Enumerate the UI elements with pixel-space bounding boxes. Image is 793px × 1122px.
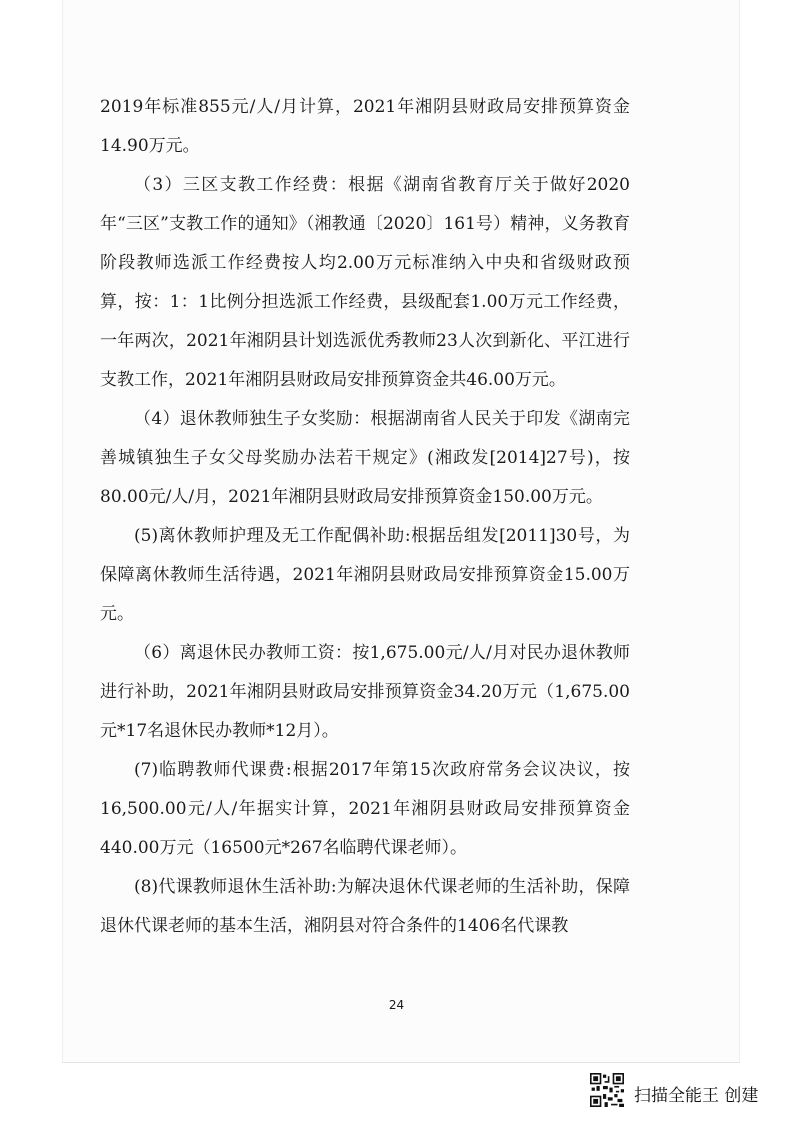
paragraph-item-3: （3）三区支教工作经费：根据《湖南省教育厅关于做好2020年“三区”支教工作的通知》（湘教通〔2020〕161号）精神，义务教育阶段教师选派工作经费按人均2.00万元标准纳入中央和省级财政预算，按：1：1比例分担选派工作经费，县级配套1.00万元工作经费，一年两次，2021年湘阴县计划选派优秀教师23人次到新化、平江进行支教工作，2021年湘阴县财政局安排预算资金共46.00万元。 bbox=[100, 175, 630, 390]
page-number: 24 bbox=[388, 998, 405, 1012]
paragraph-item-7: (7)临聘教师代课费:根据2017年第15次政府常务会议决议，按16,500.00元/人/年据实计算，2021年湘阴县财政局安排预算资金440.00万元（16500元*267名临聘代课老师）。 bbox=[100, 760, 630, 858]
paragraph-item-5: (5)离休教师护理及无工作配偶补助:根据岳组发[2011]30号，为保障离休教师生活待遇，2021年湘阴县财政局安排预算资金15.00万元。 bbox=[100, 526, 630, 624]
paragraph-item-8: (8)代课教师退休生活补助:为解决退休代课老师的生活补助，保障退休代课老师的基本生活，湘阴县对符合条件的1406名代课教 bbox=[100, 877, 630, 936]
watermark-text: 扫描全能王 创建 bbox=[634, 1086, 759, 1106]
paragraph-item-6: （6）离退休民办教师工资：按1,675.00元/人/月对民办退休教师进行补助，2021年湘阴县财政局安排预算资金34.20万元（1,675.00元*17名退休民办教师*12月）。 bbox=[100, 643, 630, 741]
qr-code-icon bbox=[590, 1073, 624, 1107]
paragraph-item-4: （4）退休教师独生子女奖励：根据湖南省人民关于印发《湖南完善城镇独生子女父母奖励办法若干规定》(湘政发[2014]27号)，按80.00元/人/月，2021年湘阴县财政局安排预算资金150.00万元。 bbox=[100, 409, 630, 507]
scanner-watermark bbox=[590, 1073, 780, 1113]
paragraph-continued: 2019年标准855元/人/月计算，2021年湘阴县财政局安排预算资金14.90万元。 bbox=[100, 97, 630, 156]
